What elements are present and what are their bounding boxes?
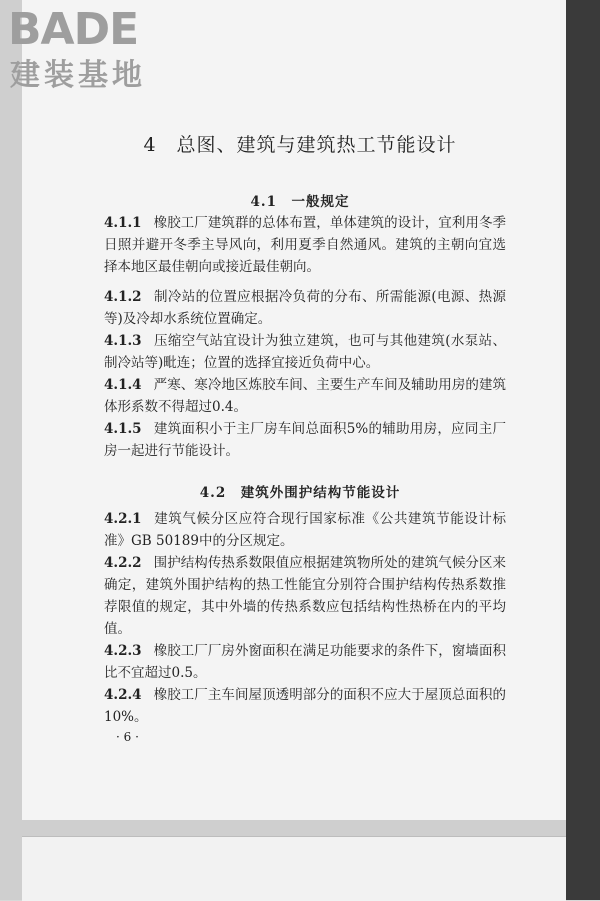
section-title: 4.1 一般规定 <box>250 194 350 210</box>
clause-text: 严寒、寒冷地区炼胶车间、主要生产车间及辅助用房的建筑体形系数不得超过0.4。 <box>104 377 506 415</box>
clause <box>104 286 506 330</box>
clause-text: 制冷站的位置应根据冷负荷的分布、所需能源(电源、热源等)及冷却水系统位置确定。 <box>104 289 506 327</box>
clause-number: 4.2.3 <box>104 643 142 659</box>
logo-subtitle: 建装基地 <box>10 58 146 93</box>
clause <box>104 418 506 462</box>
clause <box>104 684 506 728</box>
clause-number: 4.2.4 <box>104 687 142 703</box>
clause-number: 4.1.4 <box>104 377 142 393</box>
clause-text: 橡胶工厂厂房外窗面积在满足功能要求的条件下，窗墙面积比不宜超过0.5。 <box>104 643 506 681</box>
clause-number: 4.2.2 <box>104 555 142 571</box>
clause-number: 4.1.5 <box>104 421 142 437</box>
clause <box>104 640 506 684</box>
brand-logo <box>8 4 178 98</box>
chapter-title: 4 总图、建筑与建筑热工节能设计 <box>143 134 457 156</box>
clause-number: 4.1.1 <box>104 215 142 231</box>
clause-number: 4.1.2 <box>104 289 142 305</box>
clause <box>104 374 506 418</box>
clause <box>104 552 506 640</box>
clause <box>104 212 506 278</box>
clause-number: 4.2.1 <box>104 511 142 527</box>
clause <box>104 508 506 552</box>
clause-text: 橡胶工厂建筑群的总体布置，单体建筑的设计，宜利用冬季日照并避开冬季主导风向，利用夏季自然通风。建筑的主朝向宜选择本地区最佳朝向或接近最佳朝向。 <box>104 215 506 275</box>
clause-text: 压缩空气站宜设计为独立建筑，也可与其他建筑(水泵站、制冷站等)毗连；位置的选择宜接近负荷中心。 <box>104 333 506 371</box>
clause-text: 建筑气候分区应符合现行国家标准《公共建筑节能设计标准》GB 50189中的分区规定。 <box>104 511 506 549</box>
next-page-edge <box>22 836 566 901</box>
logo-brand: BADE <box>8 4 139 55</box>
clause-text: 建筑面积小于主厂房车间总面积5%的辅助用房，应同主厂房一起进行节能设计。 <box>104 421 506 459</box>
section-title: 4.2 建筑外围护结构节能设计 <box>199 485 401 501</box>
clause-number: 4.1.3 <box>104 333 142 349</box>
clause <box>104 330 506 374</box>
clause-text: 围护结构传热系数限值应根据建筑物所处的建筑气候分区来确定，建筑外围护结构的热工性能宜分别符合围护结构传热系数推荐限值的规定，其中外墙的传热系数应包括结构性热桥在内的平均值。 <box>104 555 506 637</box>
page-number: · 6 · <box>116 730 139 744</box>
clause-text: 橡胶工厂主车间屋顶透明部分的面积不应大于屋顶总面积的10%。 <box>104 687 506 725</box>
